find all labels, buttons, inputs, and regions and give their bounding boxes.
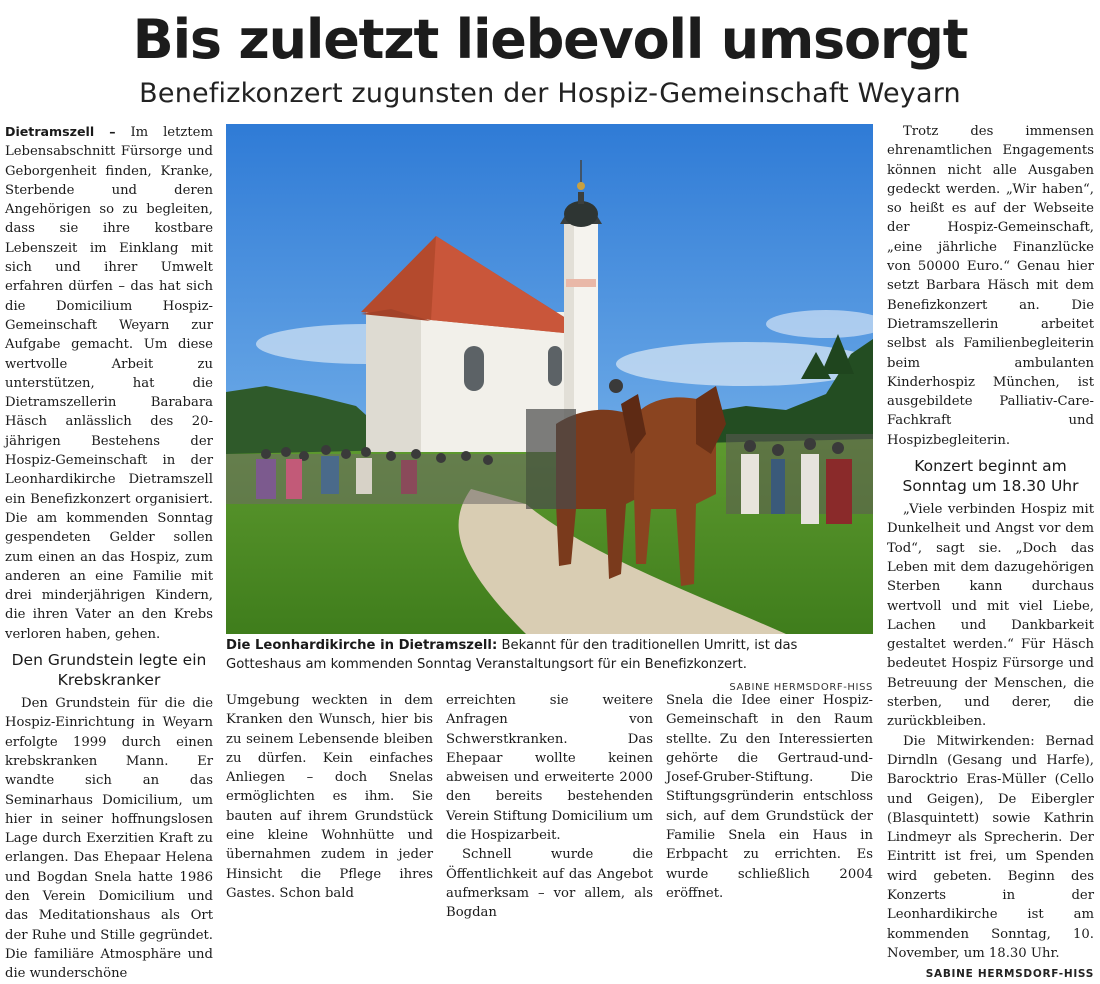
photo-credit: SABINE HERMSDORF-HISS: [729, 682, 873, 693]
article-column-4: [666, 691, 873, 903]
subheadline: Benefizkonzert zugunsten der Hospiz-Gemeinschaft Weyarn: [139, 78, 961, 109]
paragraph: Snela die Idee einer Hospiz-Gemeinschaft in den Raum stellte. Zu den Interessierten gehörte die Gertraud-und-Josef-Gruber-Stiftung. Die Stiftungsgründerin entschloss sich, auf dem Grundstück der Familie Snela ein Haus in Erbpacht zu errichten. Es wurde schließlich 2004 eröffnet.: [666, 693, 873, 901]
author-credit: SABINE HERMSDORF-HISS: [925, 968, 1094, 981]
caption-title: Die Leonhardikirche in Dietramszell:: [226, 638, 498, 653]
caption-text: Bekannt für den traditionellen Umritt, ist das Gotteshaus am kommenden Sonntag Veranstaltungsort für ein Benefizkonzert.: [226, 638, 798, 672]
paragraph: Den Grundstein für die die Hospiz-Einrichtung in Weyarn erfolgte 1999 durch einen krebskranken Mann. Er wandte sich an das Seminarhaus Domicilium, um hier in seiner hoffnungslosen Lage durch Exerzitien Kraft zu erlangen. Das Ehepaar Helena und Bogdan Snela hatte 1986 den Verein Domicilium und das Meditationshaus als Ort der Ruhe und Stille gegründet. Die familiäre Atmosphäre und die wunderschöne: [5, 696, 213, 982]
paragraph: Schnell wurde die Öffentlichkeit auf das Angebot aufmerksam – vor allem, als Bogdan: [446, 847, 653, 921]
paragraph: „Viele verbinden Hospiz mit Dunkelheit und Angst vor dem Tod“, sagt sie. „Doch das Leben mit dem dazugehörigen Sterben kann durchaus wertvoll und mit viel Liebe, Lachen und Dankbarkeit gestaltet werden.“ Für Häsch bedeutet Hospiz Fürsorge und Betreuung der Menschen, die sterben, und derer, die zurückbleiben.: [887, 502, 1094, 730]
paragraph: Die Mitwirkenden: Bernad Dirndln (Gesang und Harfe), Barocktrio Eras-Müller (Cello und Geigen), De Eibergler (Blasquintett) sowie Kathrin Lindmeyr als Sprecherin. Der Eintritt ist frei, um Spenden wird gebeten. Beginn des Konzerts in der Leonhardikirche ist am kommenden Sonntag, 10. November, um 18.30 Uhr.: [887, 733, 1094, 961]
subheading: Den Grundstein legte ein Krebskranker: [11, 651, 207, 690]
paragraph: Trotz des immensen ehrenamtlichen Engagements können nicht alle Ausgaben gedeckt werden. „Wir haben“, so heißt es auf der Webseite der Hospiz-Gemeinschaft, „eine jährliche Finanzlücke von 50000 Euro.“ Genau hier setzt Barbara Häsch mit dem Benefizkonzert an. Die Dietramszellerin arbeitet selbst als Familienbegleiterin beim ambulanten Kinderhospiz München, ist ausgebildete Palliativ-Care-Fachkraft und Hospizbegleiterin.: [887, 124, 1094, 448]
article-column-5: [887, 122, 1094, 984]
paragraph: [5, 122, 213, 644]
article-column-1: [5, 122, 213, 983]
headline: Bis zuletzt liebevoll umsorgt: [132, 8, 968, 71]
photo-caption: [226, 636, 873, 697]
subheading: Konzert beginnt am Sonntag um 18.30 Uhr: [902, 457, 1079, 496]
paragraph-text: Im letztem Lebensabschnitt Fürsorge und Geborgenheit finden, Kranke, Sterbende und deren Angehörigen so zu begleiten, dass sie ihre kostbare Lebenszeit im Einklang mit sich und ihrer Umwelt erfahren dürfen – das hat sich die Domicilium Hospiz-Gemeinschaft Weyarn zur Aufgabe gemacht. Um diese wertvolle Arbeit zu unterstützen, hat die Dietramszellerin Barabara Häsch anlässlich des 20-jährigen Bestehens der Hospiz-Gemeinschaft in der Leonhardikirche Dietramszell ein Benefizkonzert organisiert. Die am kommenden Sonntag gespendeten Gelder sollen zum einen an das Hospiz, zum anderen an eine Familie mit drei minderjährigen Kindern, die ihren Vater an den Krebs verloren haben, gehen.: [5, 125, 213, 642]
article-column-3: [446, 691, 653, 923]
paragraph: Umgebung weckten in dem Kranken den Wunsch, hier bis zu seinem Lebensende bleiben zu dürfen. Kein einfaches Anliegen – doch Snelas ermöglichten es ihm. Sie bauten auf ihrem Grundstück eine kleine Wohnhütte und übernahmen zudem in jeder Hinsicht die Pflege ihres Gastes. Schon bald: [226, 693, 433, 901]
paragraph: erreichten sie weitere Anfragen von Schwerstkranken. Das Ehepaar wollte keinen abweisen und erweiterte 2000 den bereits bestehenden Verein Stiftung Domicilium um die Hospizarbeit.: [446, 693, 653, 844]
dateline: Dietramszell –: [5, 124, 116, 139]
article-column-2: [226, 691, 433, 903]
church-photo: [226, 124, 873, 634]
